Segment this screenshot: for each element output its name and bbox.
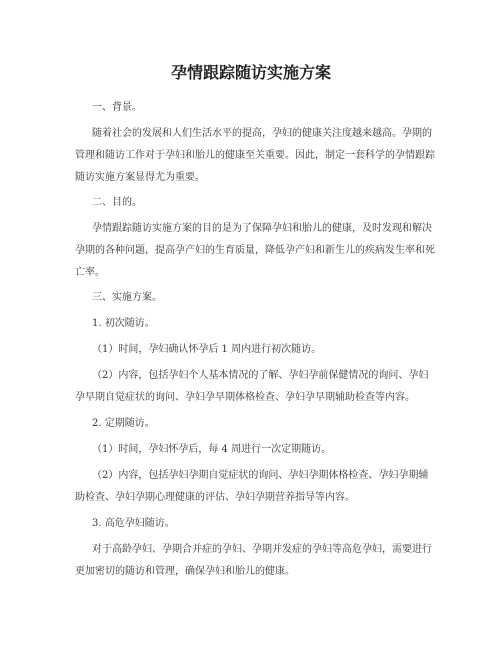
section-heading-background: 一、背景。 <box>92 102 142 113</box>
paragraph-line: （1）时间，孕妇怀孕后，每 4 周进行一次定期随访。 <box>92 444 332 455</box>
paragraph-line: 助检查、孕妇孕期心理健康的评估、孕妇孕期营养指导等内容。 <box>75 492 355 503</box>
paragraph-line: 孕情跟踪随访实施方案的目的是为了保障孕妇和胎儿的健康，及时发现和解决 <box>92 223 432 234</box>
document-title: 孕情跟踪随访实施方案 <box>170 63 331 82</box>
subsection-heading: 1. 初次随访。 <box>92 318 155 329</box>
paragraph-line: 管理和随访工作对于孕妇和胎儿的健康至关重要。因此，制定一套科学的孕情跟踪 <box>75 150 435 161</box>
subsection-heading: 2. 定期随访。 <box>92 418 155 429</box>
section-heading-plan: 三、实施方案。 <box>92 292 162 303</box>
subsection-heading: 3. 高危孕妇随访。 <box>92 518 175 529</box>
paragraph-line: 随着社会的发展和人们生活水平的提高，孕妇的健康关注度越来越高。孕期的 <box>92 128 432 139</box>
section-heading-purpose: 二、目的。 <box>92 197 142 208</box>
paragraph-line: 对于高龄孕妇、孕期合并症的孕妇、孕期并发症的孕妇等高危孕妇，需要进行 <box>92 544 432 555</box>
paragraph-line: 孕早期自觉症状的询问、孕妇孕早期体格检查、孕妇孕早期辅助检查等内容。 <box>75 392 415 403</box>
paragraph-line: （2）内容，包括孕妇个人基本情况的了解、孕妇孕前保健情况的询问、孕妇 <box>92 370 429 381</box>
paragraph-line: （1）时间，孕妇确认怀孕后 1 周内进行初次随访。 <box>92 344 322 355</box>
paragraph-line: （2）内容，包括孕妇孕期自觉症状的询问、孕妇孕期体格检查、孕妇孕期辅 <box>92 470 429 481</box>
paragraph-line: 孕期的各种问题，提高孕产妇的生育质量，降低孕产妇和新生儿的疾病发生率和死 <box>75 245 435 256</box>
paragraph-line: 更加密切的随访和管理，确保孕妇和胎儿的健康。 <box>75 566 295 577</box>
paragraph-line: 亡率。 <box>75 267 105 278</box>
paragraph-line: 随访实施方案显得尤为重要。 <box>75 172 205 183</box>
